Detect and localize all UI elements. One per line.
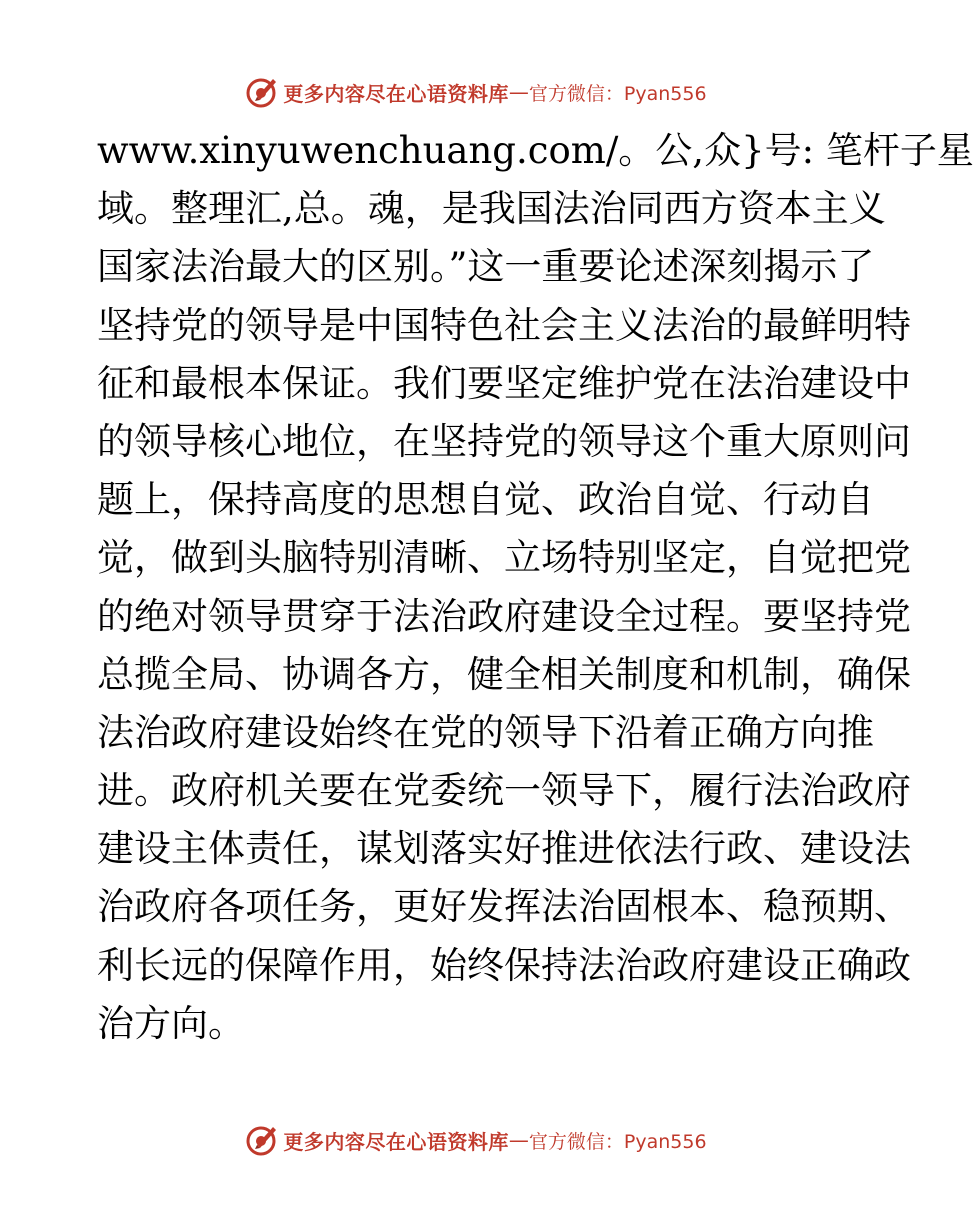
body-line: 治方向。 [97,1001,245,1045]
body-line: 的领导核心地位，在坚持党的领导这个重大原则问 [97,419,911,463]
footer-banner [0,1120,950,1160]
body-line: 国家法治最大的区别。”这一重要论述深刻揭示了 [97,245,875,289]
header-banner-text: 更多内容尽在心语资料库 [283,81,509,106]
pen-logo-icon [243,74,279,110]
body-line: 征和最根本保证。我们要坚定维护党在法治建设中 [97,361,911,405]
footer-banner-dash: — [508,1128,529,1152]
body-line: www.xinyuwenchuang.com/。公,众}号: 笔杆子星 [97,129,974,172]
body-line: 法治政府建设始终在党的领导下沿着正确方向推 [97,710,874,754]
header-wechat-text: 官方微信：Pyan556 [528,82,707,105]
body-line: 总揽全局、协调各方，健全相关制度和机制，确保 [97,652,911,696]
pen-logo-icon [243,1122,279,1158]
body-line: 域。整理汇,总。魂，是我国法治同西方资本主义 [97,187,886,231]
header-banner-dash: — [508,80,529,104]
body-line: 进。政府机关要在党委统一领导下，履行法治政府 [97,769,911,813]
body-line: 建设主体责任，谋划落实好推进依法行政、建设法 [97,827,911,871]
body-line: 治政府各项任务，更好发挥法治固根本、稳预期、 [97,885,911,929]
body-line: 觉，做到头脑特别清晰、立场特别坚定，自觉把党 [97,536,911,580]
body-line: 利长远的保障作用，始终保持法治政府建设正确政 [97,943,911,987]
footer-wechat-text: 官方微信：Pyan556 [528,1130,707,1153]
body-line: 坚持党的领导是中国特色社会主义法治的最鲜明特 [97,303,911,347]
body-line: 的绝对领导贯穿于法治政府建设全过程。要坚持党 [97,594,911,638]
header-banner [0,72,950,112]
document-body [97,122,974,1053]
footer-banner-text: 更多内容尽在心语资料库 [283,1129,509,1154]
body-line: 题上，保持高度的思想自觉、政治自觉、行动自 [97,478,874,522]
